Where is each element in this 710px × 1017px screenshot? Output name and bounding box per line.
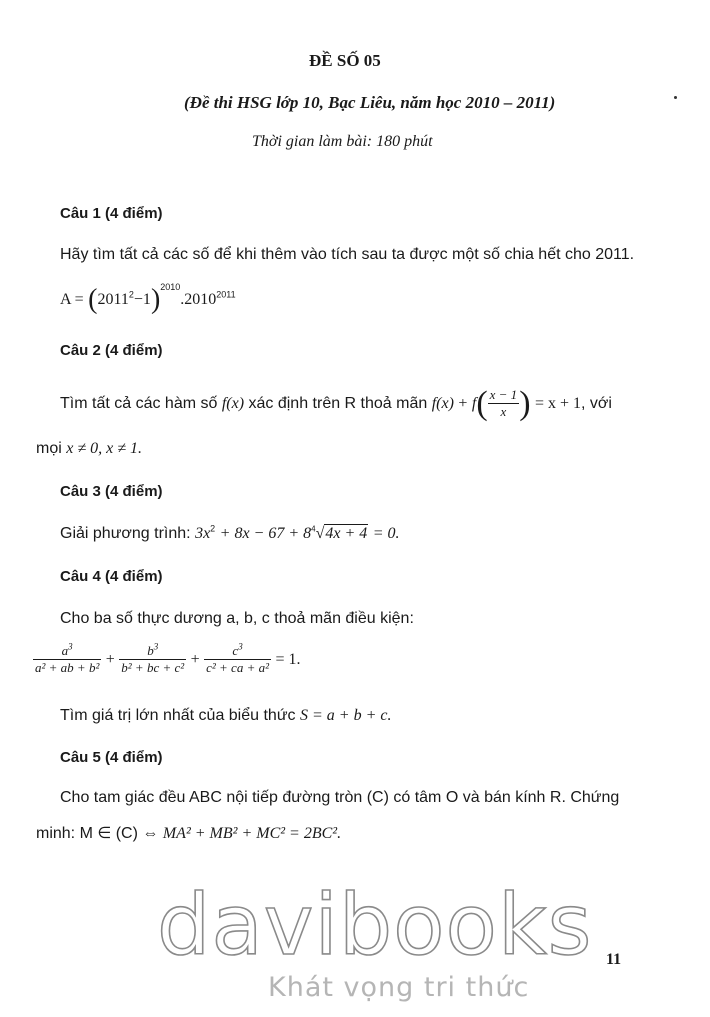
radicand: 4x + 4 xyxy=(325,525,368,542)
fraction-denominator: x xyxy=(488,403,520,420)
formula-base: 2011 xyxy=(97,291,129,308)
question-2-fx2: f(x) xyxy=(431,395,454,412)
question-2-text-a: Tìm tất cả các hàm số xyxy=(60,395,218,412)
question-3-text: Giải phương trình: xyxy=(60,525,191,542)
formula-exp-tail: 2011 xyxy=(216,289,236,300)
watermark-logo: davibooks xyxy=(157,876,593,974)
question-2-line-1 xyxy=(60,384,612,424)
condition-fraction-1 xyxy=(33,643,101,676)
open-paren: ( xyxy=(476,384,488,422)
watermark-tagline: Khát vọng tri thức xyxy=(268,972,530,1003)
numerator-base: c xyxy=(232,643,239,659)
page-title: ĐỀ SỐ 05 xyxy=(309,51,381,70)
equation-exp: 2 xyxy=(210,523,216,534)
formula-tail: .2010 xyxy=(180,291,217,308)
question-2-fx: f(x) xyxy=(221,395,245,412)
question-1-text: Hãy tìm tất cả các số để khi thêm vào tích sau ta được một số chia hết cho 2011. xyxy=(60,246,635,263)
open-paren: ( xyxy=(88,284,98,315)
question-4-expression: S = a + b + c. xyxy=(299,707,392,724)
plus-sign: + xyxy=(190,651,200,668)
fraction-numerator: x − 1 xyxy=(489,387,518,403)
question-2-rhs: = x + 1 xyxy=(534,395,582,412)
fraction-numerator xyxy=(33,643,101,659)
formula-exp-inner: 2 xyxy=(128,289,134,300)
fraction-denominator: a² + ab + b² xyxy=(35,660,100,676)
question-4-text: Cho ba số thực dương a, b, c thoả mãn điều kiện: xyxy=(60,610,414,627)
question-2-heading: Câu 2 (4 điểm) xyxy=(60,342,163,359)
condition-fraction-3 xyxy=(204,643,271,676)
close-paren: ) xyxy=(519,384,531,422)
question-2-line-2 xyxy=(36,440,142,458)
question-2-fraction xyxy=(488,387,520,420)
question-1-heading: Câu 1 (4 điểm) xyxy=(60,205,163,222)
condition-rhs: = 1. xyxy=(275,651,301,668)
question-4-heading: Câu 4 (4 điểm) xyxy=(60,568,163,585)
question-4-line-2 xyxy=(60,707,391,725)
question-1-formula xyxy=(60,284,236,316)
fraction-numerator xyxy=(119,643,186,659)
equation-term-a: 3x xyxy=(195,525,211,542)
question-3-line xyxy=(60,525,400,543)
numerator-base: a xyxy=(61,643,69,659)
fraction-denominator: c² + ca + a² xyxy=(206,660,269,676)
fraction-numerator xyxy=(204,643,271,659)
close-paren: ) xyxy=(150,284,161,315)
exam-subtitle: (Đề thi HSG lớp 10, Bạc Liêu, năm học 2010 – 2011) xyxy=(184,93,556,112)
question-5-heading: Câu 5 (4 điểm) xyxy=(60,749,163,766)
question-4-text-2: Tìm giá trị lớn nhất của biểu thức xyxy=(60,707,296,724)
radical-sign: √ xyxy=(315,525,325,542)
formula-minus-one: −1 xyxy=(133,291,151,308)
formula-exp-outer: 2010 xyxy=(160,282,181,292)
question-2-text-c: , với xyxy=(581,395,612,412)
fraction-denominator: b² + bc + c² xyxy=(121,660,185,676)
numerator-exp: 3 xyxy=(68,641,73,652)
formula-lhs: A = xyxy=(60,291,84,308)
question-2-f: f xyxy=(471,395,477,412)
question-5-text-1: Cho tam giác đều ABC nội tiếp đường tròn (C) có tâm O và bán kính R. Chứng xyxy=(60,789,620,806)
equation-term-c: = 0. xyxy=(372,525,400,542)
plus-sign: + xyxy=(105,651,115,668)
equation-term-b: + 8x − 67 + 8 xyxy=(219,525,312,542)
question-5-line-2 xyxy=(36,823,341,843)
time-limit: Thời gian làm bài: 180 phút xyxy=(252,133,433,150)
condition-fraction-2 xyxy=(119,643,186,676)
question-3-heading: Câu 3 (4 điểm) xyxy=(60,483,163,500)
stray-mark xyxy=(674,96,677,99)
page-number: 11 xyxy=(606,951,622,968)
numerator-exp: 3 xyxy=(153,641,159,652)
root-index: 4 xyxy=(311,524,316,534)
question-5-equation: MA² + MB² + MC² = 2BC². xyxy=(162,825,342,842)
question-5-text-2: minh: M ∈ (C) ⇔ xyxy=(36,825,159,842)
question-4-condition xyxy=(33,640,300,680)
question-2-text-d: mọi xyxy=(36,440,62,457)
numerator-base: b xyxy=(147,643,154,659)
question-2-text-b: xác định trên R thoả mãn xyxy=(248,395,428,412)
question-2-condition: x ≠ 0, x ≠ 1. xyxy=(66,440,142,457)
numerator-exp: 3 xyxy=(238,641,243,652)
question-2-plus: + xyxy=(458,395,468,412)
